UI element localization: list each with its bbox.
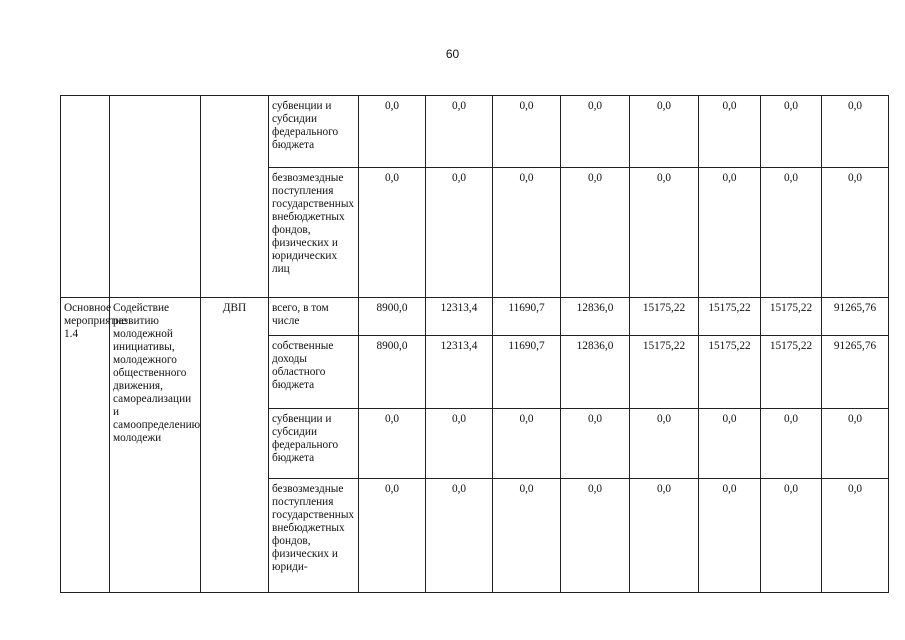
value-cell: 0,0 (630, 96, 699, 168)
funding-source-cell: безвозмездные поступления государственных внебюджетных фондов, физических и юридических лиц (269, 168, 359, 298)
funding-source-cell: всего, в том числе (269, 298, 359, 336)
value-cell: 0,0 (630, 409, 699, 479)
name-cell-empty (110, 96, 201, 298)
funding-source-cell: безвозмездные поступления государственных внебюджетных фондов, физических и юриди- (269, 479, 359, 593)
value-cell: 8900,0 (359, 336, 426, 409)
value-cell: 15175,22 (630, 336, 699, 409)
value-cell: 11690,7 (493, 336, 561, 409)
table-row (61, 96, 889, 168)
value-cell: 0,0 (699, 168, 761, 298)
value-cell: 0,0 (426, 479, 493, 593)
value-cell: 0,0 (359, 479, 426, 593)
value-cell: 0,0 (822, 479, 889, 593)
value-cell: 15175,22 (761, 298, 822, 336)
executor-cell: ДВП (201, 298, 269, 593)
value-cell: 12313,4 (426, 336, 493, 409)
value-cell: 0,0 (699, 409, 761, 479)
value-cell: 0,0 (699, 479, 761, 593)
activity-name-cell: Содействие развитию молодежной инициативы, молодежного общественного движения, самореализации и самоопределению молодежи (110, 298, 201, 593)
value-cell: 0,0 (761, 96, 822, 168)
value-cell: 91265,76 (822, 336, 889, 409)
value-cell: 0,0 (359, 96, 426, 168)
table-row (61, 298, 889, 336)
funding-source-cell: собственные доходы областного бюджета (269, 336, 359, 409)
value-cell: 0,0 (561, 479, 630, 593)
value-cell: 91265,76 (822, 298, 889, 336)
value-cell: 0,0 (426, 96, 493, 168)
value-cell: 12836,0 (561, 298, 630, 336)
value-cell: 11690,7 (493, 298, 561, 336)
value-cell: 0,0 (561, 409, 630, 479)
value-cell: 8900,0 (359, 298, 426, 336)
funding-source-cell: субвенции и субсидии федерального бюджета (269, 96, 359, 168)
value-cell: 0,0 (493, 168, 561, 298)
value-cell: 0,0 (493, 479, 561, 593)
page-number: 60 (445, 47, 460, 61)
value-cell: 15175,22 (699, 298, 761, 336)
status-cell-empty (61, 96, 110, 298)
activity-status-cell: Основное мероприятие 1.4 (61, 298, 110, 593)
value-cell: 0,0 (761, 409, 822, 479)
value-cell: 0,0 (699, 96, 761, 168)
value-cell: 0,0 (822, 168, 889, 298)
value-cell: 0,0 (359, 409, 426, 479)
value-cell: 0,0 (822, 96, 889, 168)
value-cell: 0,0 (761, 168, 822, 298)
value-cell: 12313,4 (426, 298, 493, 336)
value-cell: 0,0 (493, 409, 561, 479)
value-cell: 0,0 (359, 168, 426, 298)
funding-source-cell: субвенции и субсидии федерального бюджета (269, 409, 359, 479)
value-cell: 0,0 (493, 96, 561, 168)
value-cell: 0,0 (761, 479, 822, 593)
value-cell: 0,0 (822, 409, 889, 479)
budget-table (60, 95, 889, 593)
value-cell: 0,0 (426, 409, 493, 479)
value-cell: 15175,22 (761, 336, 822, 409)
value-cell: 0,0 (561, 96, 630, 168)
executor-cell-empty (201, 96, 269, 298)
value-cell: 15175,22 (630, 298, 699, 336)
value-cell: 0,0 (630, 479, 699, 593)
value-cell: 12836,0 (561, 336, 630, 409)
value-cell: 0,0 (630, 168, 699, 298)
value-cell: 0,0 (426, 168, 493, 298)
value-cell: 0,0 (561, 168, 630, 298)
value-cell: 15175,22 (699, 336, 761, 409)
